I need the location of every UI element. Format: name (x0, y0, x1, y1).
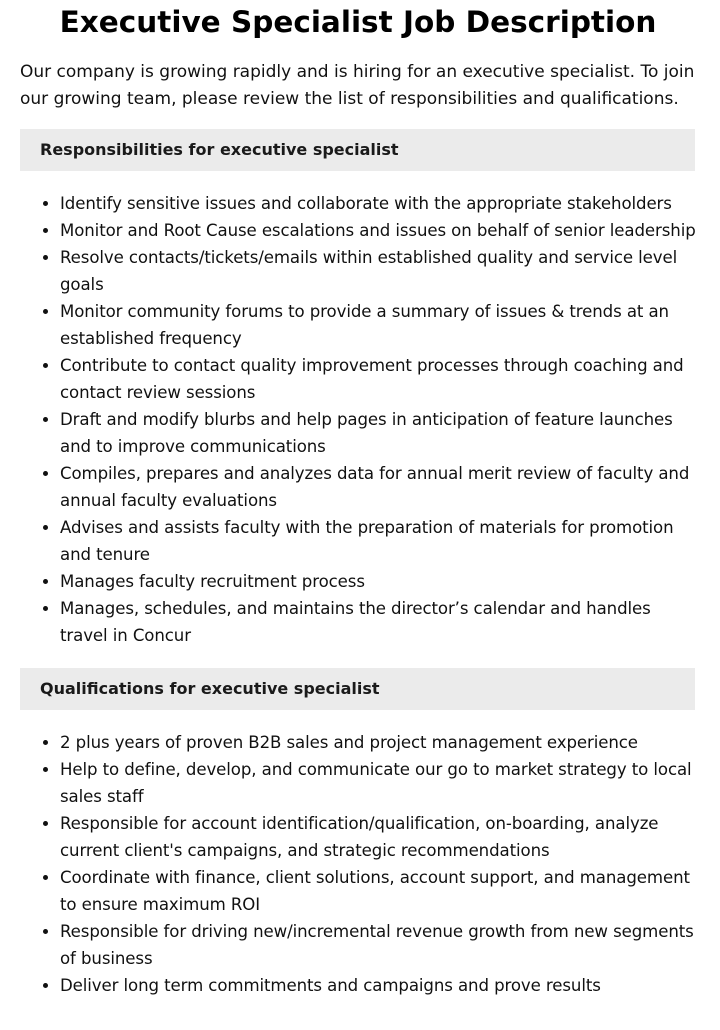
qualifications-heading: Qualifications for executive specialist (40, 679, 380, 698)
list-item: • Manages, schedules, and maintains the director’s calendar and handles travel in Concur (60, 595, 700, 649)
responsibilities-header (20, 129, 695, 171)
qualifications-header (20, 668, 695, 710)
list-item: • Responsible for account identification/qualification, on-boarding, analyze current client's campaigns, and strategic recommendations (60, 810, 700, 864)
list-item: • Monitor community forums to provide a summary of issues & trends at an established frequency (60, 298, 700, 352)
list-item: • 2 plus years of proven B2B sales and project management experience (60, 729, 700, 756)
list-item: • Resolve contacts/tickets/emails within established quality and service level goals (60, 244, 700, 298)
qualifications-list (20, 729, 700, 999)
page-title: Executive Specialist Job Description (59, 5, 657, 39)
list-item: • Advises and assists faculty with the preparation of materials for promotion and tenure (60, 514, 700, 568)
list-item: • Coordinate with finance, client solutions, account support, and management to ensure maximum ROI (60, 864, 700, 918)
list-item: • Contribute to contact quality improvement processes through coaching and contact review sessions (60, 352, 700, 406)
responsibilities-heading: Responsibilities for executive specialist (40, 140, 399, 159)
list-item: • Deliver long term commitments and campaigns and prove results (60, 972, 700, 999)
responsibilities-list (20, 190, 700, 649)
list-item: • Help to define, develop, and communicate our go to market strategy to local sales staff (60, 756, 700, 810)
list-item: • Draft and modify blurbs and help pages in anticipation of feature launches and to improve communications (60, 406, 700, 460)
list-item: • Monitor and Root Cause escalations and issues on behalf of senior leadership (60, 217, 700, 244)
list-item: • Responsible for driving new/incremental revenue growth from new segments of business (60, 918, 700, 972)
list-item: • Compiles, prepares and analyzes data for annual merit review of faculty and annual faculty evaluations (60, 460, 700, 514)
list-item: • Identify sensitive issues and collaborate with the appropriate stakeholders (60, 190, 700, 217)
intro-paragraph: Our company is growing rapidly and is hiring for an executive specialist. To join our growing team, please review the list of responsibilities and qualifications. (20, 62, 695, 109)
list-item: • Manages faculty recruitment process (60, 568, 700, 595)
